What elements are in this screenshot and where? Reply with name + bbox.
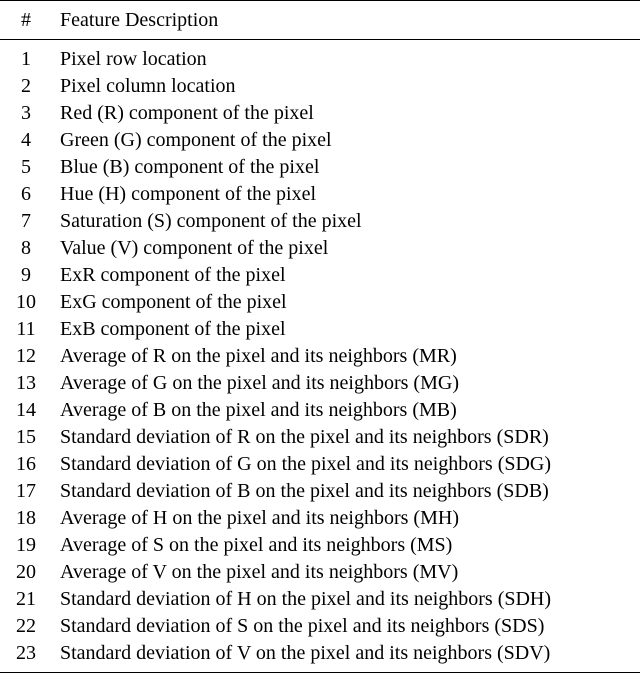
table-row (0, 532, 640, 559)
row-num: 10 (16, 291, 36, 313)
row-description: Average of V on the pixel and its neighbors (MV) (60, 561, 459, 583)
row-num: 4 (21, 129, 31, 151)
row-num: 14 (16, 399, 36, 421)
table-row (0, 235, 640, 262)
table-row (0, 424, 640, 451)
table-row (0, 397, 640, 424)
table-row (0, 181, 640, 208)
row-num: 17 (16, 480, 36, 502)
row-num: 7 (21, 210, 31, 232)
table-row (0, 559, 640, 586)
table-row (0, 478, 640, 505)
row-num: 8 (21, 237, 31, 259)
table-row (0, 370, 640, 397)
table-row (0, 127, 640, 154)
row-num: 15 (16, 426, 36, 448)
row-description: ExR component of the pixel (60, 264, 286, 286)
row-description: Standard deviation of V on the pixel and its neighbors (SDV) (60, 642, 551, 664)
table-row (0, 40, 640, 74)
table-row (0, 208, 640, 235)
row-description: Average of S on the pixel and its neighbors (MS) (60, 534, 453, 556)
row-description: Value (V) component of the pixel (60, 237, 329, 259)
row-description: ExB component of the pixel (60, 318, 286, 340)
table-row (0, 613, 640, 640)
table-row (0, 154, 640, 181)
table-row (0, 640, 640, 673)
row-description: Average of H on the pixel and its neighbors (MH) (60, 507, 459, 529)
row-description: Green (G) component of the pixel (60, 129, 332, 151)
table-row (0, 451, 640, 478)
table-row (0, 586, 640, 613)
row-num: 1 (21, 48, 31, 70)
row-description: Standard deviation of B on the pixel and its neighbors (SDB) (60, 480, 549, 502)
row-description: Standard deviation of R on the pixel and its neighbors (SDR) (60, 426, 549, 448)
row-description: Average of G on the pixel and its neighbors (MG) (60, 372, 459, 394)
row-num: 20 (16, 561, 36, 583)
row-num: 6 (21, 183, 31, 205)
row-description: Standard deviation of H on the pixel and its neighbors (SDH) (60, 588, 552, 610)
header-num: # (21, 9, 31, 31)
table-row (0, 73, 640, 100)
row-num: 2 (21, 75, 31, 97)
row-description: Standard deviation of S on the pixel and its neighbors (SDS) (60, 615, 545, 637)
table-row (0, 289, 640, 316)
row-num: 11 (16, 318, 36, 340)
row-description: Saturation (S) component of the pixel (60, 210, 362, 232)
row-num: 18 (16, 507, 36, 529)
row-description: Red (R) component of the pixel (60, 102, 314, 124)
row-num: 21 (16, 588, 36, 610)
row-description: Blue (B) component of the pixel (60, 156, 320, 178)
table-row (0, 262, 640, 289)
row-description: Average of B on the pixel and its neighbors (MB) (60, 399, 457, 421)
row-num: 3 (21, 102, 31, 124)
row-num: 9 (21, 264, 31, 286)
table-header (0, 1, 640, 40)
row-num: 22 (16, 615, 36, 637)
row-description: Standard deviation of G on the pixel and its neighbors (SDG) (60, 453, 552, 475)
row-num: 19 (16, 534, 36, 556)
table-row (0, 505, 640, 532)
row-description: Pixel row location (60, 48, 207, 70)
header-description: Feature Description (60, 9, 219, 31)
header-row (0, 1, 640, 40)
row-num: 12 (16, 345, 36, 367)
row-description: ExG component of the pixel (60, 291, 287, 313)
row-description: Pixel column location (60, 75, 236, 97)
row-description: Average of R on the pixel and its neighbors (MR) (60, 345, 457, 367)
row-num: 16 (16, 453, 36, 475)
table-row (0, 316, 640, 343)
row-num: 5 (21, 156, 31, 178)
table-row (0, 100, 640, 127)
row-description: Hue (H) component of the pixel (60, 183, 317, 205)
table-body (0, 40, 640, 673)
row-num: 23 (16, 642, 36, 664)
table-row (0, 343, 640, 370)
row-num: 13 (16, 372, 36, 394)
